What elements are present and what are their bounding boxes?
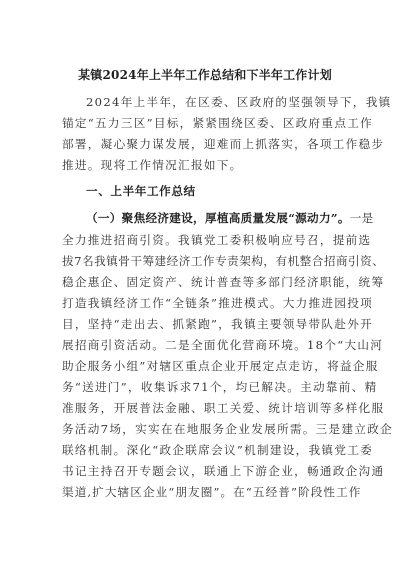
document-title: 某镇2024年上半年工作总结和下半年工作计划 [78, 68, 332, 82]
intro-line: 锚定“五力三区”目标，紧紧围绕区委、区政府重点工作 [62, 116, 374, 130]
intro-line: 2024年上半年，在区委、区政府的坚强领导下，我镇 [86, 95, 392, 109]
paragraph-line: 稳企惠企、固定资产、统计普查等多部门经济职能，统筹 [62, 275, 385, 289]
intro-line: 推进。现将工作情况汇报如下。 [62, 158, 243, 172]
paragraph-line: 展招商引资活动。二是全面优化营商环境。18个“大山河 [62, 338, 384, 352]
paragraph-line: 准服务，开展普法金融、职工关爱、统计培训等多样化服 [62, 401, 385, 415]
paragraph-line: 联络机制。深化“政企联席会议”机制建设，我镇党工委 [62, 443, 374, 457]
paragraph-line: 助企服务小组”对辖区重点企业开展定点走访，将益企服 [62, 359, 379, 373]
paragraph-line: 打造我镇经济工作“全链条”推进模式。大力推进园投项 [62, 296, 374, 310]
subsection-heading: （一）聚焦经济建设，厚植高质量发展“源动力”。 [86, 211, 350, 225]
paragraph-line: 渠道,扩大辖区企业“朋友圈”。在“五经普”阶段性工作 [62, 485, 362, 499]
paragraph-line: 拔7名我镇骨干筹建经济工作专责架构，有机整合招商引资、 [62, 254, 385, 268]
paragraph-line: 全力推进招商引资。我镇党工委积极响应号召，提前选 [62, 233, 372, 247]
intro-line: 部署，凝心聚力谋发展，迎难而上抓落实，各项工作稳步 [62, 137, 385, 151]
subsection-first-line [86, 210, 374, 226]
paragraph-text: 一是 [349, 211, 374, 225]
paragraph-line: 目，坚持“走出去、抓紧跑”，我镇主要领导带队赴外开 [62, 317, 374, 331]
paragraph-line: 务“送进门”，收集诉求71个，均已解决。主动靠前、精 [62, 380, 378, 394]
paragraph-line: 务活动7场，实实在在地服务企业发展所需。三是建立政企 [62, 422, 394, 436]
paragraph-line: 书记主持召开专题会议，联通上下游企业，畅通政企沟通 [62, 464, 385, 478]
section-heading: 一、上半年工作总结 [86, 184, 196, 198]
